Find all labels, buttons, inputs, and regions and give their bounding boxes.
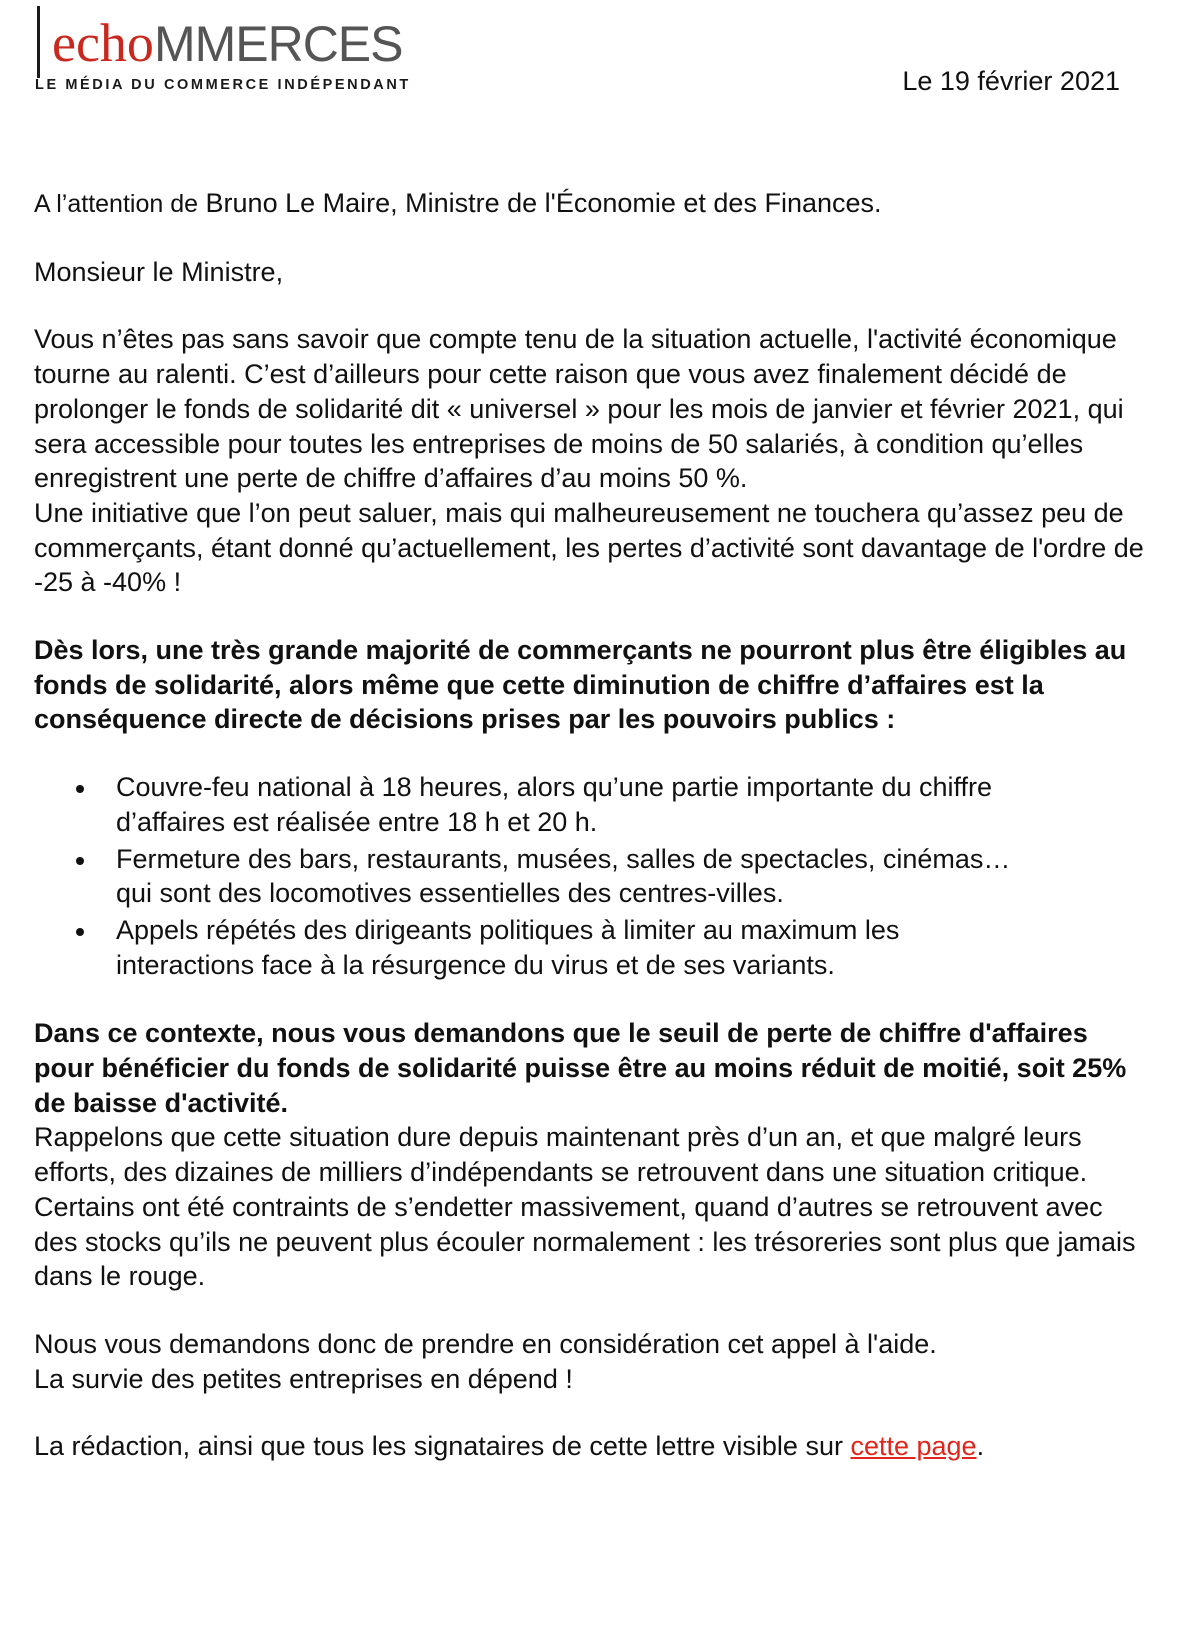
- signatories-page-link[interactable]: cette page: [850, 1431, 977, 1462]
- logo-tagline: LE MÉDIA DU COMMERCE INDÉPENDANT: [35, 77, 411, 93]
- logo-bar: [37, 6, 40, 78]
- appeal-line-1: Nous vous demandons donc de prendre en considération cet appel à l'aide.: [34, 1328, 937, 1359]
- list-item: [34, 842, 1036, 911]
- paragraph-appeal: [34, 1327, 1144, 1396]
- bullet-dot-icon: [76, 857, 84, 865]
- attention-line: [34, 186, 1144, 222]
- paragraph-initiative: Une initiative que l’on peut saluer, mais qui malheureusement ne touchera qu’assez peu de commerçants, étant donné qu’actuellement, les pertes d’activité sont davantage de l'ordre de -25 à -40% !: [34, 497, 1144, 598]
- bullet-dot-icon: [76, 785, 84, 793]
- list-item-text: Couvre-feu national à 18 heures, alors qu’une partie importante du chiffre d’affaires est réalisée entre 18 h et 20 h.: [116, 772, 993, 837]
- measures-list: [34, 770, 1144, 982]
- closing-signature: [34, 1429, 1144, 1464]
- logo-wordmark: [52, 13, 403, 73]
- appeal-line-2: La survie des petites entreprises en dépend !: [34, 1363, 573, 1394]
- list-item-text: Fermeture des bars, restaurants, musées, salles de spectacles, cinémas… qui sont des locomotives essentielles des centres-villes.: [116, 843, 1011, 909]
- logo-word-echo: echo: [52, 13, 154, 73]
- paragraph-request: Dans ce contexte, nous vous demandons que le seuil de perte de chiffre d'affaires pour bénéficier du fonds de solidarité puisse être au moins réduit de moitié, soit 25% de baisse d'activité.: [34, 1018, 1127, 1118]
- list-item-text: Appels répétés des dirigeants politiques à limiter au maximum les interactions face à la résurgence du virus et de ses variants.: [116, 914, 900, 980]
- attention-recipient: Bruno Le Maire, Ministre de l'Économie et des Finances.: [205, 188, 882, 218]
- logo-word-mmerces: MMERCES: [153, 16, 403, 72]
- paragraph-situation: Rappelons que cette situation dure depuis maintenant près d’un an, et que malgré leurs efforts, des dizaines de milliers d’indépendants se retrouvent dans une situation critique. Certains ont été contraints de s’endetter massivement, quand d’autres se retrouvent avec des stocks qu’ils ne peuvent plus écouler normalement : les trésoreries sont plus que jamais dans le rouge.: [34, 1122, 1136, 1292]
- bullet-dot-icon: [76, 928, 84, 936]
- letter-body: [34, 186, 1144, 1497]
- letter-date: Le 19 février 2021: [902, 66, 1120, 96]
- attention-lead: A l’attention de: [34, 190, 199, 218]
- closing-text: La rédaction, ainsi que tous les signataires de cette lettre visible sur: [34, 1431, 851, 1462]
- paragraph-eligibility: Dès lors, une très grande majorité de commerçants ne pourront plus être éligibles au fonds de solidarité, alors même que cette diminution de chiffre d’affaires est la conséquence directe de décisions prises par les pouvoirs publics :: [34, 635, 1127, 735]
- list-item: [34, 770, 1036, 839]
- list-item: [34, 913, 1036, 982]
- closing-end: .: [976, 1431, 985, 1462]
- salutation: Monsieur le Ministre,: [34, 256, 284, 287]
- echommerces-logo: [33, 4, 433, 96]
- paragraph-context: Vous n’êtes pas sans savoir que compte tenu de la situation actuelle, l'activité économique tourne au ralenti. C’est d’ailleurs pour cette raison que vous avez finalement décidé de prolonger le fonds de solidarité dit « universel » pour les mois de janvier et février 2021, qui sera accessible pour toutes les entreprises de moins de 50 salariés, à condition qu’elles enregistrent une perte de chiffre d’affaires d’au moins 50 %.: [34, 324, 1124, 494]
